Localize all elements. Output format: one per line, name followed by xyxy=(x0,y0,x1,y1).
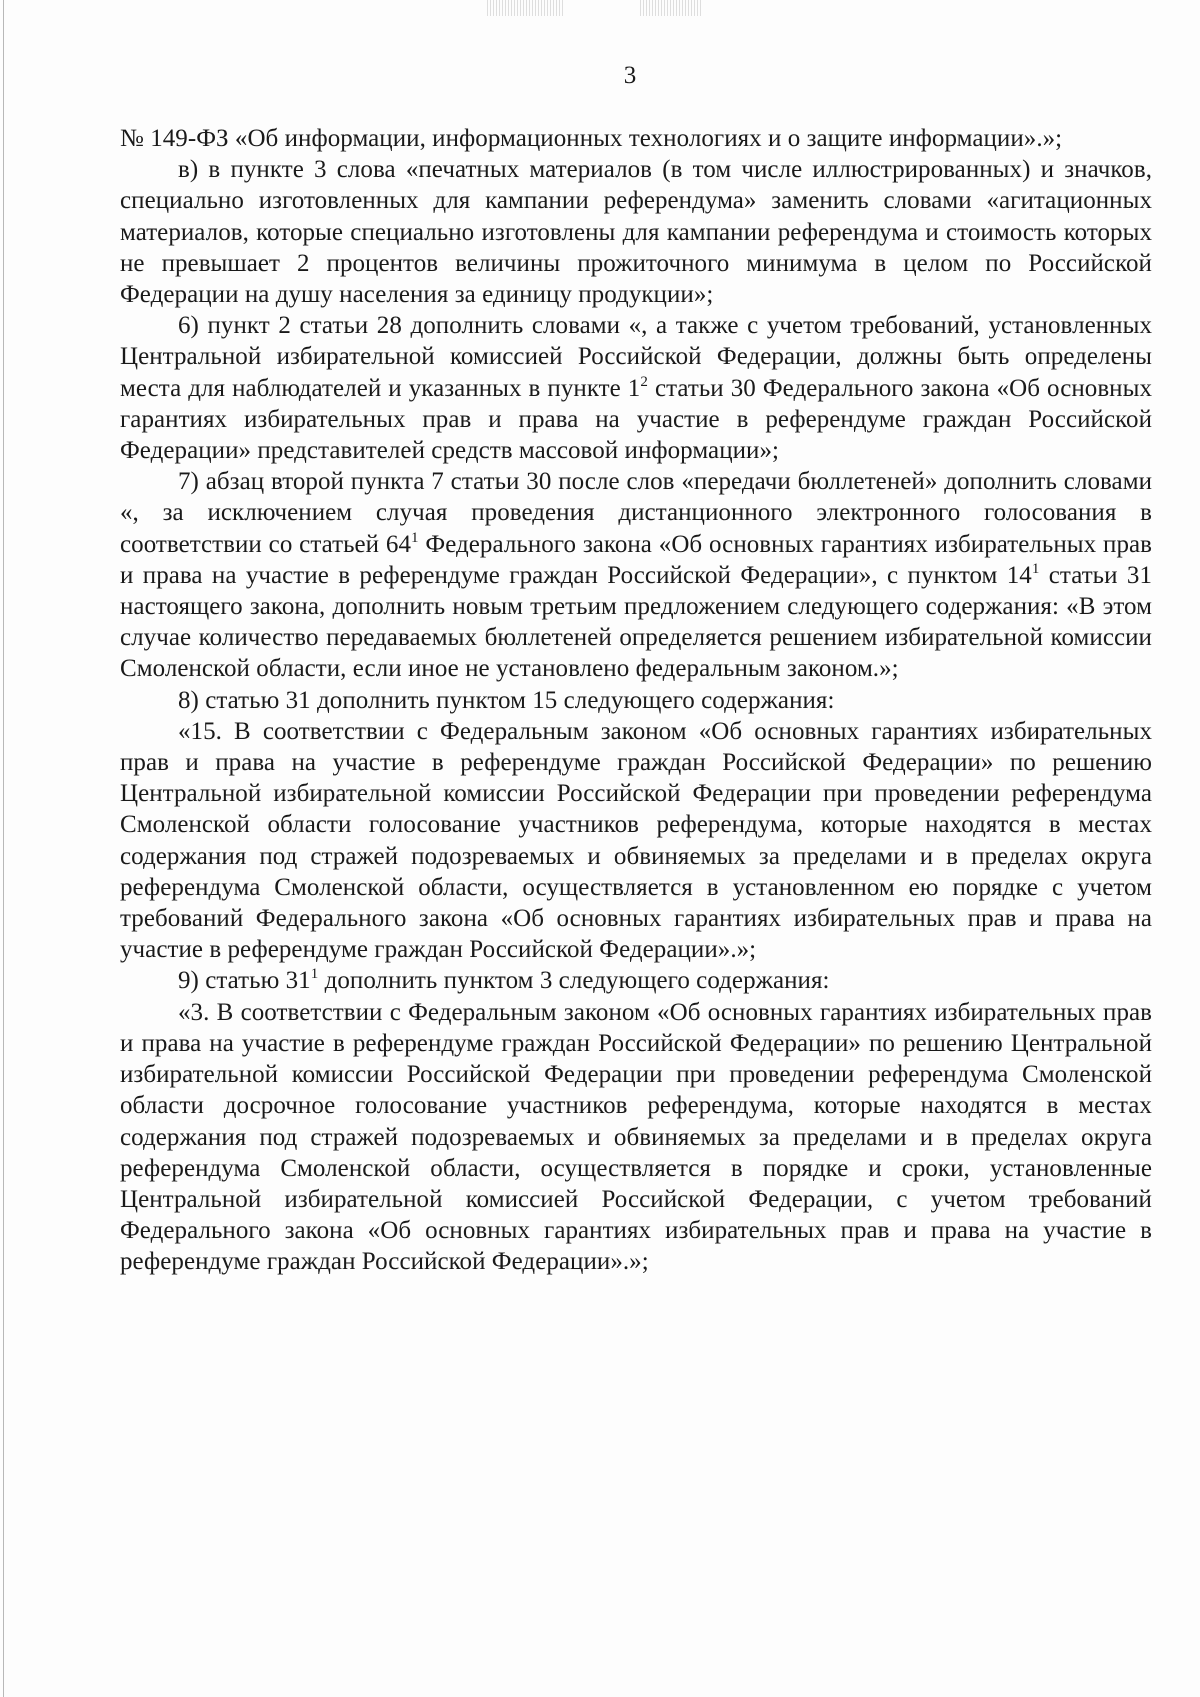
paragraph-item-8-quote: «15. В соответствии с Федеральным законом «Об основных гарантиях избирательных прав и права на участие в референдуме граждан Российской Федерации» по решению Центральной избирательной комиссии Российской Федерации при проведении референдума Смоленской области голосование участников референдума, которые находятся в местах содержания под стражей подозреваемых и обвиняемых за пределами и в пределах округа референдума Смоленской области, осуществляется в установленном ею порядке с учетом требований Федерального закона «Об основных гарантиях избирательных прав и права на участие в референдуме граждан Российской Федерации».»; xyxy=(120,717,1152,964)
paragraph-item-9 xyxy=(120,965,1152,996)
page-number: 3 xyxy=(623,62,637,89)
scan-edge-line xyxy=(3,0,4,1697)
paragraph-item-8: 8) статью 31 дополнить пунктом 15 следующего содержания: xyxy=(178,686,835,714)
paragraph-item-6-text-a: 6) пункт 2 статьи 28 дополнить словами «, а также с учетом требований, установленных Центральной избирательной комиссией Российской Федерации, должны быть определены места для наблюдателей и указанных в пункте 1 xyxy=(120,312,1152,402)
paragraph-item-9-text-a: 9) статью 31 xyxy=(178,967,311,995)
paragraph-item-v: в) в пункте 3 слова «печатных материалов (в том числе иллюстрированных) и значков, специально изготовленных для кампании референдума» заменить словами «агитационных материалов, которые специально изготовлены для кампании референдума и стоимость которых не превышает 2 процентов величины прожиточного минимума в целом по Российской Федерации на душу населения за единицу продукции»; xyxy=(120,156,1152,309)
scan-artifact xyxy=(640,0,702,16)
superscript: 2 xyxy=(640,373,648,390)
paragraph-item-9-text-b: дополнить пунктом 3 следующего содержания: xyxy=(318,967,830,995)
paragraph-item-9-quote: «3. В соответствии с Федеральным законом «Об основных гарантиях избирательных прав и права на участие в референдуме граждан Российской Федерации» по решению Центральной избирательной комиссии Российской Федерации при проведении референдума Смоленской области досрочное голосование участников референдума, которые находятся в местах содержания под стражей подозреваемых и обвиняемых за пределами и в пределах округа референдума Смоленской области, осуществляется в порядке и сроки, установленные Центральной избирательной комиссией Российской Федерации, с учетом требований Федерального закона «Об основных гарантиях избирательных прав и права на участие в референдуме граждан Российской Федерации».»; xyxy=(120,998,1152,1276)
paragraph-item-7-text-a: 7) абзац второй пункта 7 статьи 30 после слов «передачи бюллетеней» дополнить словами «, за исключением случая проведения дистанционного электронного голосования в соответствии со статьей 64 xyxy=(120,468,1152,558)
superscript: 1 xyxy=(411,529,419,546)
paragraph-item-7-text-b: Федерального закона «Об основных гарантиях избирательных прав и права на участие в референдуме граждан Российской Федерации», с пунктом 14 xyxy=(120,530,1152,589)
superscript: 1 xyxy=(1031,560,1040,577)
scan-artifact xyxy=(487,0,563,16)
paragraph-intro: № 149-ФЗ «Об информации, информационных технологиях и о защите информации».»; xyxy=(120,125,1063,152)
superscript: 1 xyxy=(310,966,319,983)
paragraph-item-7-text-c: статьи 31 настоящего закона, дополнить новым третьим предложением следующего содержания: «В этом случае количество передаваемых бюллетеней определяется решением избирательной комиссии Смоленской области, если иное не установлено федеральным законом.»; xyxy=(120,561,1152,683)
paragraph-item-6 xyxy=(120,310,1152,466)
paragraph-item-6-text-b: статьи 30 Федерального закона «Об основных гарантиях избирательных прав и права на участие в референдуме граждан Российской Федерации» представителей средств массовой информации»; xyxy=(120,374,1153,465)
document-body xyxy=(120,123,1152,1278)
paragraph-item-7 xyxy=(120,466,1152,684)
